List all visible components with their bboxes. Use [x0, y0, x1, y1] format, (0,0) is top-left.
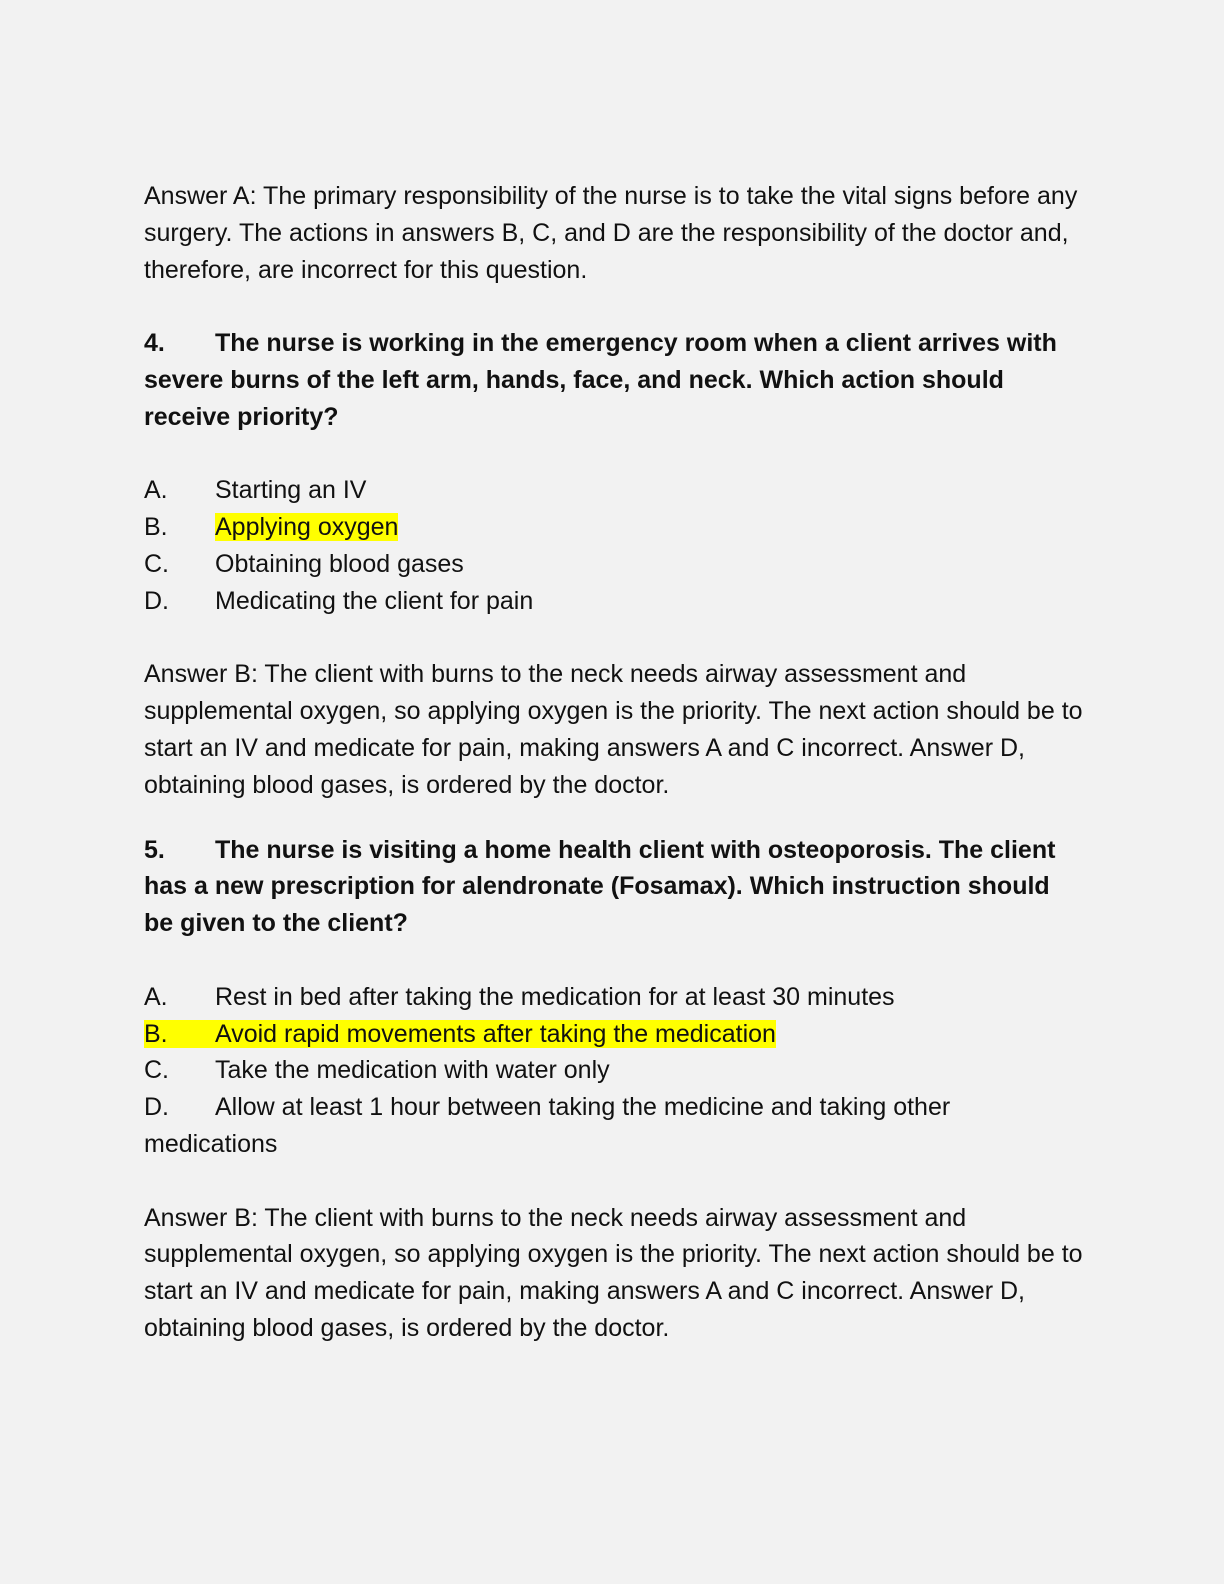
list-item — [144, 1089, 1084, 1163]
option-letter: D. — [144, 586, 169, 615]
question-5-text: The nurse is visiting a home health client with osteoporosis. The client has a new prescription for alendronate (Fosamax). Which instruction should be given to the client? — [144, 835, 1056, 938]
option-text: Obtaining blood gases — [215, 549, 464, 578]
answer-3-text: Answer A: The primary responsibility of the nurse is to take the vital signs before any surgery. The actions in answers B, C, and D are the responsibility of the doctor and, therefore, are incorrect for this question. — [144, 182, 1078, 284]
question-4-number: 4. — [144, 329, 165, 358]
option-letter: A. — [144, 982, 168, 1011]
answer-4-text: Answer B: The client with burns to the neck needs airway assessment and supplemental oxygen, so applying oxygen is the priority. The next action should be to start an IV and medicate for pain, making answers A and C incorrect. Answer D, obtaining blood gases, is ordered by the doctor. — [144, 660, 1083, 799]
list-item — [144, 509, 1084, 546]
option-letter: B. — [144, 513, 168, 542]
list-item — [144, 472, 1084, 509]
option-letter: D. — [144, 1093, 169, 1122]
option-text: Take the medication with water only — [215, 1056, 610, 1085]
answer-5-text: Answer B: The client with burns to the neck needs airway assessment and supplemental oxygen, so applying oxygen is the priority. The next action should be to start an IV and medicate for pain, making answers A and C incorrect. Answer D, obtaining blood gases, is ordered by the doctor. — [144, 1203, 1083, 1342]
question-5-options — [144, 979, 1084, 1163]
question-4-options — [144, 472, 1084, 619]
document-page — [144, 178, 1084, 1384]
question-4-text: The nurse is working in the emergency room when a client arrives with severe burns of the left arm, hands, face, and neck. Which action should receive priority? — [144, 329, 1057, 431]
list-item — [144, 583, 1084, 620]
option-text: Rest in bed after taking the medication for at least 30 minutes — [215, 982, 895, 1011]
option-text: Starting an IV — [215, 476, 367, 505]
question-5 — [144, 832, 1084, 942]
option-letter: C. — [144, 1056, 169, 1085]
option-text-highlighted: Applying oxygen — [215, 513, 399, 542]
list-item — [144, 1052, 1084, 1089]
list-item — [144, 979, 1084, 1016]
option-text-highlighted: Avoid rapid movements after taking the medication — [215, 1019, 776, 1048]
list-item — [144, 546, 1084, 583]
option-text: Medicating the client for pain — [215, 586, 534, 615]
option-letter: A. — [144, 476, 168, 505]
list-item — [144, 1016, 1084, 1053]
option-letter-highlighted: B. — [144, 1019, 168, 1048]
question-5-number: 5. — [144, 835, 165, 864]
option-letter: C. — [144, 549, 169, 578]
option-text: Allow at least 1 hour between taking the medicine and taking other medications — [144, 1093, 951, 1158]
question-4 — [144, 325, 1084, 435]
